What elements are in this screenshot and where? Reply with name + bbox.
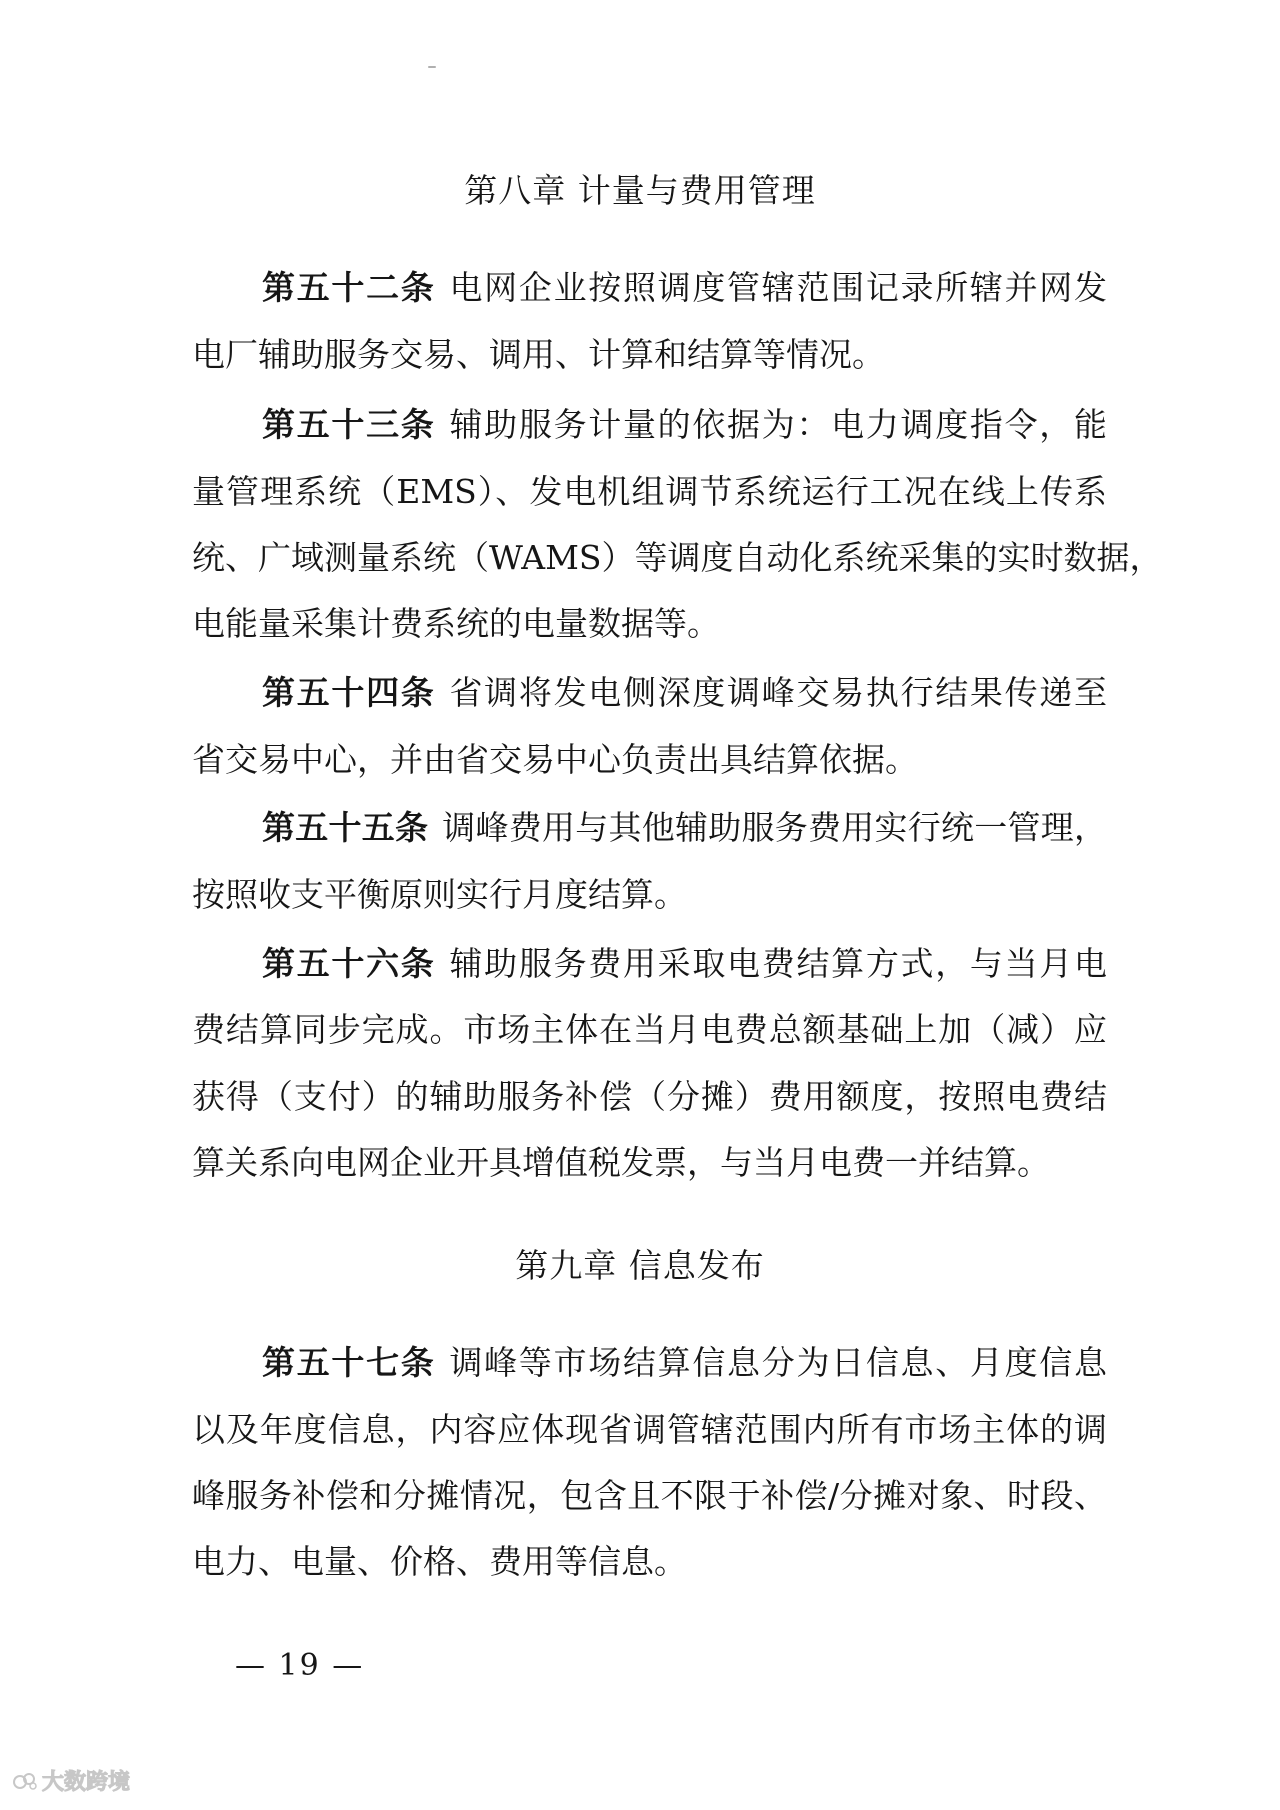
- article-53-line-1: [262, 405, 1107, 445]
- article-55-number: 第五十五条: [262, 808, 429, 847]
- watermark: [12, 1765, 130, 1796]
- article-54-text-1: 省调将发电侧深度调峰交易执行结果传递至: [449, 673, 1108, 712]
- article-55-line-2: 按照收支平衡原则实行月度结算。: [192, 875, 687, 914]
- article-57-line-2: 以及年度信息，内容应体现省调管辖范围内所有市场主体的调: [192, 1410, 1107, 1449]
- article-52-line-2: 电厂辅助服务交易、调用、计算和结算等情况。: [192, 335, 885, 374]
- article-56-line-3: 获得（支付）的辅助服务补偿（分摊）费用额度，按照电费结: [192, 1077, 1107, 1116]
- article-54-line-1: [262, 673, 1107, 713]
- article-57-line-3: 峰服务补偿和分摊情况，包含且不限于补偿/分摊对象、时段、: [192, 1476, 1107, 1515]
- article-57-number: 第五十七条: [262, 1343, 436, 1382]
- chapter-8-title: 第八章 计量与费用管理: [464, 171, 816, 210]
- article-52-line-1: [262, 268, 1107, 308]
- article-57-line-4: 电力、电量、价格、费用等信息。: [192, 1542, 687, 1581]
- article-56-line-2: 费结算同步完成。市场主体在当月电费总额基础上加（减）应: [192, 1010, 1107, 1049]
- watermark-text: 大数跨境: [42, 1770, 131, 1795]
- chapter-9-title: 第九章 信息发布: [515, 1246, 765, 1285]
- scan-speck: [428, 66, 436, 68]
- article-52-text-1: 电网企业按照调度管辖范围记录所辖并网发: [449, 268, 1108, 307]
- article-52-number: 第五十二条: [262, 268, 436, 307]
- article-57-text-1: 调峰等市场结算信息分为日信息、月度信息: [449, 1343, 1108, 1382]
- article-56-line-4: 算关系向电网企业开具增值税发票，与当月电费一并结算。: [192, 1143, 1050, 1182]
- article-53-number: 第五十三条: [262, 405, 436, 444]
- article-53-line-2: 量管理系统（EMS）、发电机组调节系统运行工况在线上传系: [192, 472, 1107, 511]
- article-56-line-1: [262, 944, 1107, 984]
- watermark-logo-icon: [12, 1770, 38, 1792]
- article-54-number: 第五十四条: [262, 673, 436, 712]
- article-54-line-2: 省交易中心，并由省交易中心负责出具结算依据。: [192, 740, 918, 779]
- article-53-text-1: 辅助服务计量的依据为：电力调度指令，能: [449, 405, 1108, 444]
- page-number: — 19 —: [235, 1648, 365, 1683]
- article-55-text-1: 调峰费用与其他辅助服务费用实行统一管理，: [442, 808, 1107, 847]
- article-53-line-4: 电能量采集计费系统的电量数据等。: [192, 604, 720, 643]
- article-56-number: 第五十六条: [262, 944, 436, 983]
- article-55-line-1: [262, 808, 1107, 848]
- article-53-line-3: 统、广域测量系统（WAMS）等调度自动化系统采集的实时数据，: [192, 538, 1163, 577]
- article-57-line-1: [262, 1343, 1107, 1383]
- article-56-text-1: 辅助服务费用采取电费结算方式，与当月电: [449, 944, 1108, 983]
